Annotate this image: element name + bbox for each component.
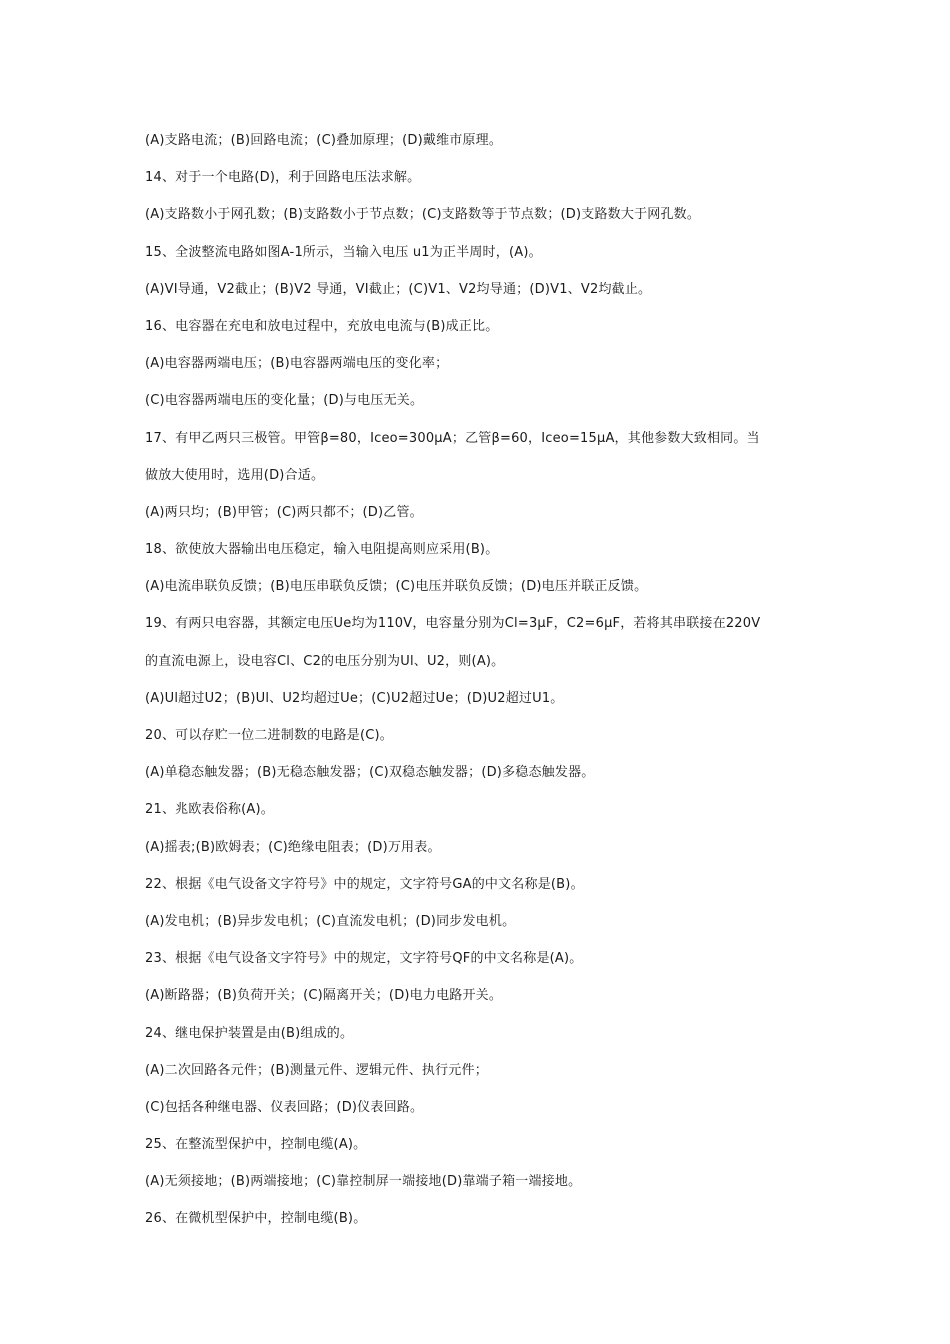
question-14: 14、对于一个电路(D)，利于回路电压法求解。 (145, 170, 421, 186)
options-20: (A)单稳态触发器；(B)无稳态触发器；(C)双稳态触发器；(D)多稳态触发器。 (145, 765, 595, 781)
question-17-cont: 做放大使用时，选用(D)合适。 (145, 467, 325, 483)
options-24-b: (C)包括各种继电器、仪表回路；(D)仪表回路。 (145, 1099, 424, 1115)
options-23: (A)断路器；(B)负荷开关；(C)隔离开关；(D)电力电路开关。 (145, 988, 503, 1004)
text-line: (A)支路电流；(B)回路电流；(C)叠加原理；(D)戴维市原理。 (145, 133, 503, 148)
question-23: 23、根据《电气设备文字符号》中的规定，文字符号QF的中文名称是(A)。 (145, 951, 583, 967)
options-15: (A)VI导通，V2截止；(B)V2 导通，VI截止；(C)V1、V2均导通；(D)V1、V2均截止。 (145, 281, 652, 297)
question-17: 17、有甲乙两只三极管。甲管β=80，Ⅰceo=300μA；乙管β=60，Ⅰceo=15μA，其他参数大致相同。当 (145, 430, 760, 446)
options-22: (A)发电机；(B)异步发电机；(C)直流发电机；(D)同步发电机。 (145, 913, 516, 929)
question-21: 21、兆欧表俗称(A)。 (145, 802, 274, 818)
question-26: 26、在微机型保护中，控制电缆(B)。 (145, 1211, 367, 1227)
question-19-cont: 的直流电源上，设电容Cl、C2的电压分别为Ul、U2，则(A)。 (145, 653, 505, 669)
document-page (145, 122, 825, 1238)
options-25: (A)无须接地；(B)两端接地；(C)靠控制屏一端接地(D)靠端子箱一端接地。 (145, 1174, 582, 1190)
question-22: 22、根据《电气设备文字符号》中的规定，文字符号GA的中文名称是(B)。 (145, 876, 584, 892)
options-16-b: (C)电容器两端电压的变化量；(D)与电压无关。 (145, 393, 424, 409)
options-17: (A)两只均；(B)甲管；(C)两只都不；(D)乙管。 (145, 504, 423, 520)
question-20: 20、可以存贮一位二进制数的电路是(C)。 (145, 728, 393, 743)
options-14: (A)支路数小于网孔数；(B)支路数小于节点数；(C)支路数等于节点数；(D)支路数大于网孔数。 (145, 207, 701, 223)
options-16-a: (A)电容器两端电压；(B)电容器两端电压的变化率； (145, 356, 449, 372)
question-19: 19、有两只电容器，其额定电压Ue均为110V，电容量分别为Cl=3μF，C2=6μF，若将其串联接在220V (145, 616, 761, 632)
question-15: 15、全波整流电路如图A-1所示，当输入电压 u1为正半周时，(A)。 (145, 244, 542, 260)
options-19: (A)Ul超过U2；(B)Ul、U2均超过Ue；(C)U2超过Ue；(D)U2超过U1。 (145, 690, 564, 706)
options-21: (A)摇表;(B)欧姆表；(C)绝缘电阻表；(D)万用表。 (145, 839, 441, 855)
question-24: 24、继电保护装置是由(B)组成的。 (145, 1025, 354, 1041)
question-25: 25、在整流型保护中，控制电缆(A)。 (145, 1137, 367, 1153)
options-24-a: (A)二次回路各元件；(B)测量元件、逻辑元件、执行元件； (145, 1062, 488, 1078)
options-18: (A)电流串联负反馈；(B)电压串联负反馈；(C)电压并联负反馈；(D)电压并联正反馈。 (145, 579, 648, 595)
question-16: 16、电容器在充电和放电过程中，充放电电流与(B)成正比。 (145, 318, 499, 334)
question-18: 18、欲使放大器输出电压稳定，输入电阻提高则应采用(B)。 (145, 542, 499, 558)
